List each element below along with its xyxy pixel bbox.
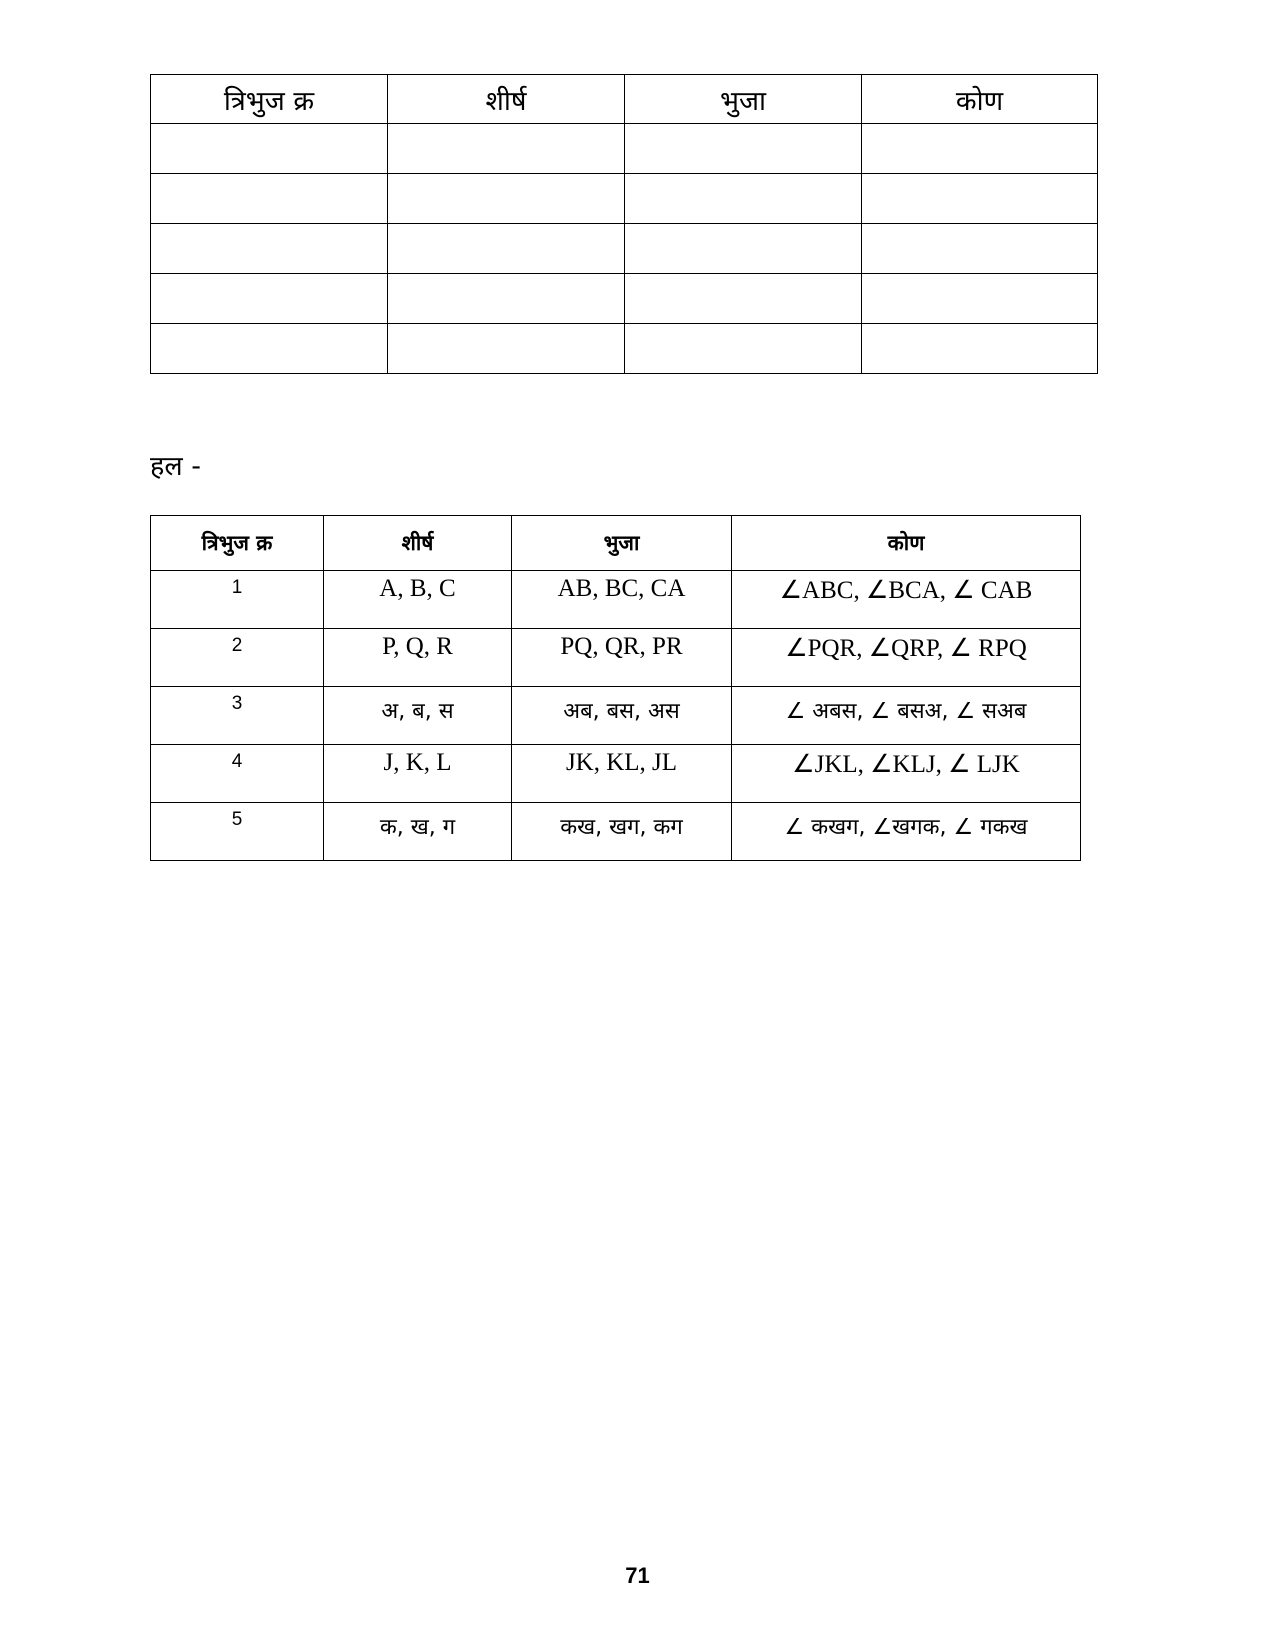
blank-cell — [388, 174, 625, 224]
blank-row — [151, 274, 1098, 324]
blank-cell — [625, 174, 862, 224]
blank-cell — [625, 224, 862, 274]
blank-row — [151, 324, 1098, 374]
page-number: 71 — [625, 1563, 650, 1588]
table-row — [151, 803, 1081, 861]
blank-cell — [151, 324, 388, 374]
solution-header-triangle-number: त्रिभुज क्र — [151, 516, 324, 571]
blank-cell — [151, 274, 388, 324]
triangle-number-cell: 4 — [151, 745, 324, 803]
blank-cell — [862, 124, 1098, 174]
blank-row — [151, 124, 1098, 174]
header-triangle-number: त्रिभुज क्र — [151, 75, 388, 124]
vertices-cell: अ, ब, स — [324, 687, 512, 745]
blank-cell — [862, 224, 1098, 274]
sides-cell: AB, BC, CA — [512, 571, 732, 629]
blank-row — [151, 174, 1098, 224]
blank-cell — [625, 324, 862, 374]
solution-header-sides: भुजा — [512, 516, 732, 571]
table-row — [151, 629, 1081, 687]
angles-cell: ∠ कखग, ∠खगक, ∠ गकख — [732, 803, 1081, 861]
header-vertices: शीर्ष — [388, 75, 625, 124]
solution-header-angles: कोण — [732, 516, 1081, 571]
blank-row — [151, 224, 1098, 274]
blank-cell — [151, 124, 388, 174]
vertices-cell: P, Q, R — [324, 629, 512, 687]
solution-table — [150, 515, 1081, 861]
solution-heading: हल - — [150, 451, 201, 482]
solution-header-vertices: शीर्ष — [324, 516, 512, 571]
blank-cell — [151, 224, 388, 274]
blank-cell — [388, 274, 625, 324]
blank-cell — [388, 124, 625, 174]
triangle-number-cell: 5 — [151, 803, 324, 861]
blank-cell — [625, 274, 862, 324]
table-row — [151, 571, 1081, 629]
sides-cell: PQ, QR, PR — [512, 629, 732, 687]
angles-cell: ∠JKL, ∠KLJ, ∠ LJK — [732, 745, 1081, 803]
triangle-number-cell: 3 — [151, 687, 324, 745]
blank-cell — [862, 174, 1098, 224]
sides-cell: JK, KL, JL — [512, 745, 732, 803]
triangle-number-cell: 2 — [151, 629, 324, 687]
vertices-cell: क, ख, ग — [324, 803, 512, 861]
blank-table-header-row — [151, 75, 1098, 124]
blank-cell — [862, 324, 1098, 374]
angles-cell: ∠ABC, ∠BCA, ∠ CAB — [732, 571, 1081, 629]
blank-cell — [625, 124, 862, 174]
table-row — [151, 745, 1081, 803]
blank-cell — [151, 174, 388, 224]
blank-cell — [388, 324, 625, 374]
blank-cell — [862, 274, 1098, 324]
blank-worksheet-table — [150, 74, 1098, 374]
solution-header-row — [151, 516, 1081, 571]
angles-cell: ∠ अबस, ∠ बसअ, ∠ सअब — [732, 687, 1081, 745]
header-angles: कोण — [862, 75, 1098, 124]
sides-cell: कख, खग, कग — [512, 803, 732, 861]
angles-cell: ∠PQR, ∠QRP, ∠ RPQ — [732, 629, 1081, 687]
sides-cell: अब, बस, अस — [512, 687, 732, 745]
blank-cell — [388, 224, 625, 274]
triangle-number-cell: 1 — [151, 571, 324, 629]
header-sides: भुजा — [625, 75, 862, 124]
table-row — [151, 687, 1081, 745]
vertices-cell: J, K, L — [324, 745, 512, 803]
vertices-cell: A, B, C — [324, 571, 512, 629]
